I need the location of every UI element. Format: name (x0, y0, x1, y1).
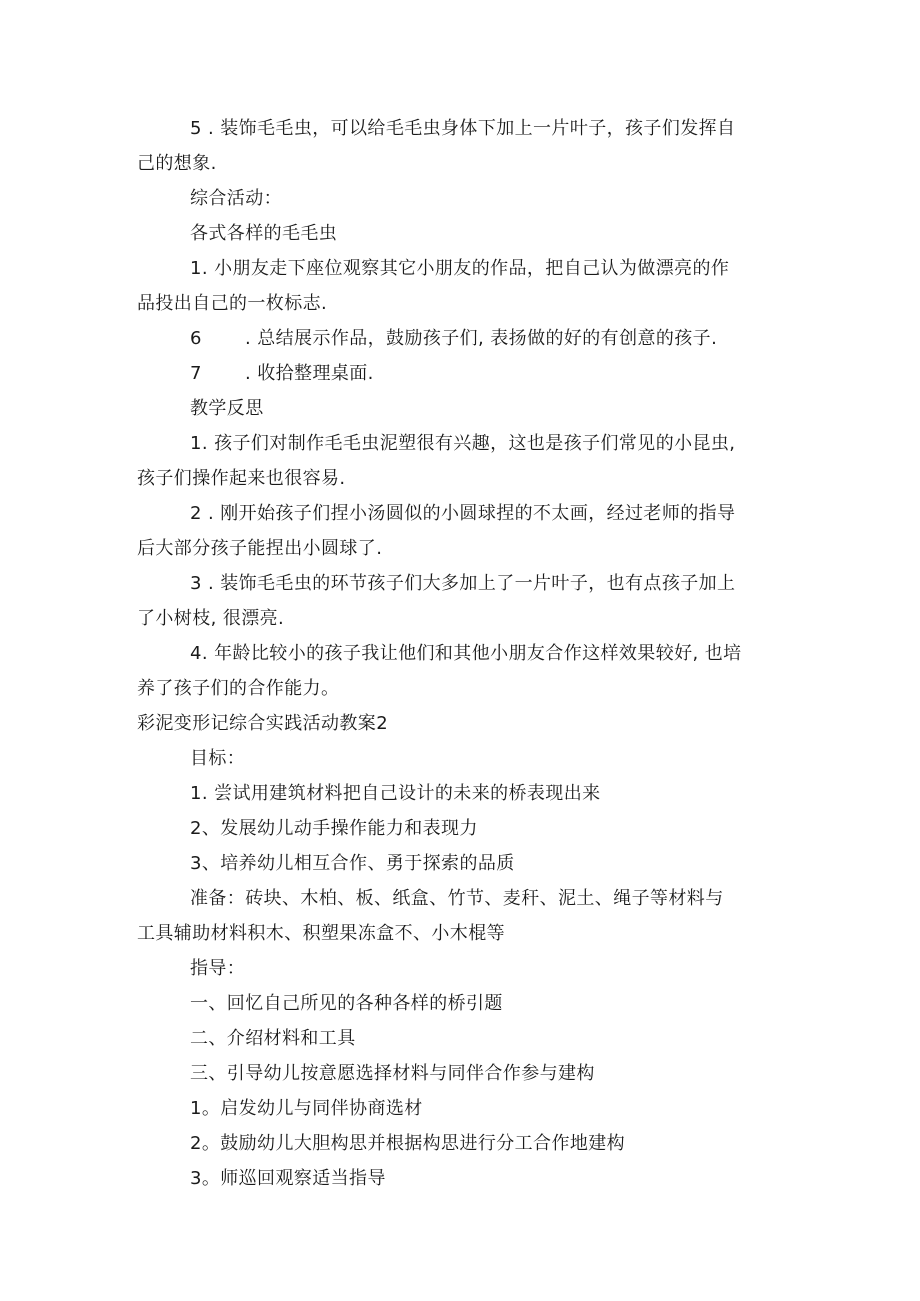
section-heading: 目标： (190, 748, 246, 769)
text-line: 品投出自己的一枚标志. (137, 293, 328, 314)
text-line: . 收拾整理桌面. (245, 363, 374, 384)
text-line: 一、回忆自己所见的各种各样的桥引题 (190, 993, 503, 1014)
text-line: 二、介绍材料和工具 (190, 1028, 356, 1049)
text-line: 了小树枝, 很漂亮. (137, 608, 285, 629)
document-title: 彩泥变形记综合实践活动教案2 (137, 713, 389, 734)
text-line: 1. 尝试用建筑材料把自己设计的未来的桥表现出来 (190, 783, 601, 804)
text-line: 孩子们操作起来也很容易. (137, 468, 346, 489)
step-number: 7 (190, 363, 202, 384)
text-line: 2。鼓励幼儿大胆构思并根据构思进行分工合作地建构 (190, 1133, 626, 1154)
text-line: 5 . 装饰毛毛虫，可以给毛毛虫身体下加上一片叶子，孩子们发挥自 (190, 118, 736, 139)
text-line: 准备：砖块、木柏、板、纸盒、竹节、麦秆、泥土、绳子等材料与 (190, 888, 724, 909)
text-line: 后大部分孩子能捏出小圆球了. (137, 538, 383, 559)
text-line: 3。师巡回观察适当指导 (190, 1168, 386, 1189)
text-line: 3、培养幼儿相互合作、勇于探索的品质 (190, 853, 515, 874)
text-line: 1。启发幼儿与同伴协商选材 (190, 1098, 423, 1119)
text-line: 己的想象. (137, 153, 217, 174)
text-line: 2 . 刚开始孩子们捏小汤圆似的小圆球捏的不太画，经过老师的指导 (190, 503, 736, 524)
text-line: 1. 孩子们对制作毛毛虫泥塑很有兴趣，这也是孩子们常见的小昆虫, (190, 433, 736, 454)
text-line: 工具辅助材料积木、积塑果冻盒不、小木棍等 (137, 923, 505, 944)
text-line: 4. 年龄比较小的孩子我让他们和其他小朋友合作这样效果较好, 也培 (190, 643, 742, 664)
text-line: 2、发展幼儿动手操作能力和表现力 (190, 818, 478, 839)
section-heading: 指导： (190, 958, 246, 979)
activity-title: 各式各样的毛毛虫 (190, 223, 338, 244)
text-line: 养了孩子们的合作能力。 (137, 678, 340, 699)
text-line: 三、引导幼儿按意愿选择材料与同伴合作参与建构 (190, 1063, 595, 1084)
section-heading: 教学反思 (190, 398, 264, 419)
text-line: . 总结展示作品，鼓励孩子们, 表扬做的好的有创意的孩子. (245, 328, 718, 349)
step-number: 6 (190, 328, 202, 349)
text-line: 3 . 装饰毛毛虫的环节孩子们大多加上了一片叶子，也有点孩子加上 (190, 573, 736, 594)
section-heading: 综合活动： (190, 188, 282, 209)
text-line: 1. 小朋友走下座位观察其它小朋友的作品，把自己认为做漂亮的作 (190, 258, 730, 279)
